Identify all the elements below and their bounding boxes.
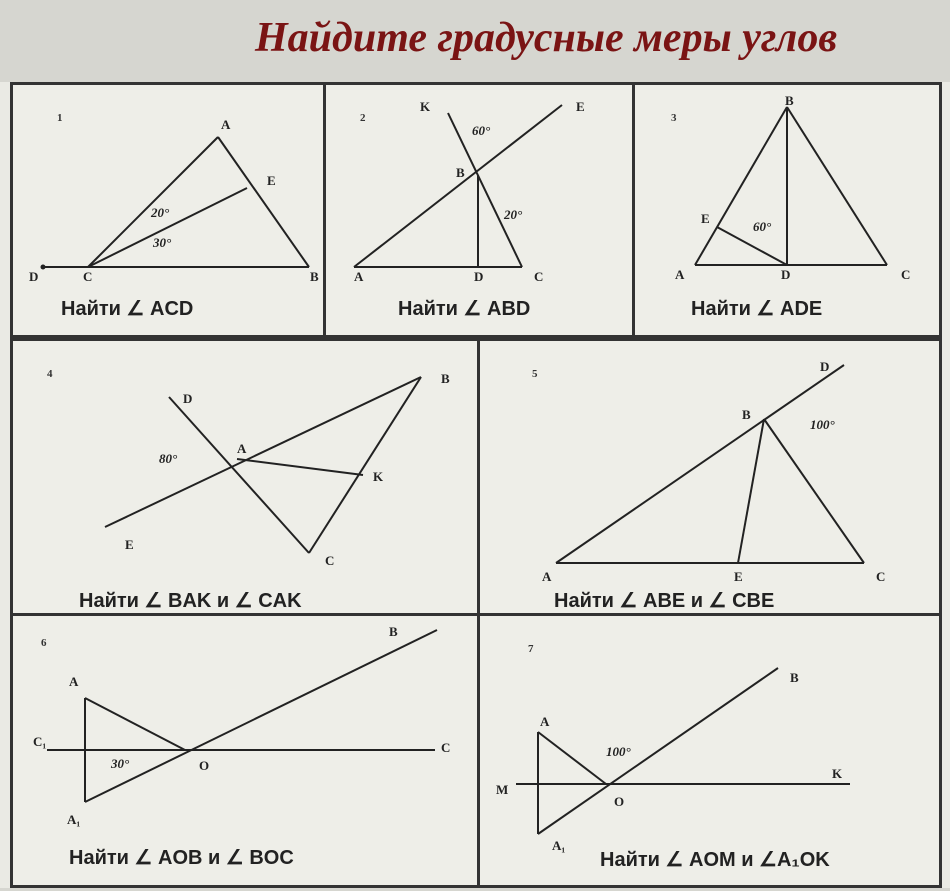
problem-4-panel (10, 338, 480, 616)
problem-4-diagram (13, 341, 483, 619)
point-c-label: C (876, 569, 886, 584)
segment-ab (218, 137, 309, 267)
segment-ao (538, 732, 606, 784)
problem-3-task: Найти ∠ ADE (691, 298, 823, 320)
point-b-label: B (785, 93, 794, 108)
angle-label: 60° (753, 219, 772, 234)
angle-label: 30° (111, 756, 130, 771)
point-c-label: C (901, 267, 911, 282)
point-a-label: A (237, 441, 247, 456)
point-d-label: D (183, 391, 193, 406)
segment-bc (787, 107, 887, 265)
problem-number: 2 (360, 112, 366, 124)
problem-6-panel (10, 613, 480, 888)
problem-number: 3 (671, 112, 677, 124)
problem-1-panel (10, 82, 326, 338)
problem-5-panel (477, 338, 942, 616)
line-a1ob (85, 630, 437, 802)
problem-7-task: Найти ∠ AOM и ∠A₁OK (600, 849, 830, 871)
problem-number: 5 (532, 368, 538, 380)
point-a-label: A (354, 269, 364, 284)
point-k-label: K (420, 99, 431, 114)
problem-2-task: Найти ∠ ABD (398, 298, 531, 320)
problem-1-diagram (13, 85, 329, 341)
angle-label: 20° (504, 207, 523, 222)
angle-label: 100° (606, 744, 631, 759)
point-c1-label: C₁ (33, 734, 47, 749)
segment-be (738, 419, 764, 563)
point-a-label: A (69, 674, 79, 689)
point-b-label: B (742, 407, 751, 422)
point-b-label: B (310, 269, 319, 284)
point-d-label: D (29, 269, 39, 284)
point-c-label: C (534, 269, 544, 284)
point-e-label: E (267, 173, 276, 188)
point-e-label: E (125, 537, 134, 552)
point-b-label: B (456, 165, 465, 180)
problem-1-task: Найти ∠ ACD (61, 298, 194, 320)
problem-3-diagram (635, 85, 945, 341)
segment-bc (764, 419, 864, 563)
problem-5-task: Найти ∠ ABE и ∠ CBE (554, 590, 775, 612)
problem-4-task: Найти ∠ BAK и ∠ CAK (79, 590, 302, 612)
point-a-label: A (540, 714, 550, 729)
problem-3-panel (632, 82, 942, 338)
point-d-label: D (781, 267, 791, 282)
point-a-label: A (675, 267, 685, 282)
problem-2-diagram (326, 85, 638, 341)
point-d-dot (41, 265, 46, 270)
angle-label: 30° (153, 235, 172, 250)
page-title: Найдите градусные меры углов (255, 15, 838, 61)
problem-7-panel (477, 613, 942, 888)
point-e-label: E (576, 99, 585, 114)
point-e-label: E (701, 211, 710, 226)
point-b-label: B (441, 371, 450, 386)
point-b-label: B (790, 670, 799, 685)
point-c-label: C (441, 740, 451, 755)
problem-7-diagram (480, 616, 945, 891)
point-k-label: K (373, 469, 384, 484)
segment-ak (237, 459, 363, 475)
point-c-label: C (325, 553, 335, 568)
segment-ao (85, 698, 185, 750)
ray-abd (556, 365, 844, 563)
problem-6-task: Найти ∠ AOB и ∠ BOC (69, 847, 294, 869)
problem-number: 7 (528, 643, 534, 655)
point-a-label: A (542, 569, 552, 584)
point-b-label: B (389, 624, 398, 639)
problem-6-diagram (13, 616, 483, 891)
point-e-label: E (734, 569, 743, 584)
worksheet (0, 82, 950, 888)
angle-label: 100° (810, 417, 835, 432)
point-o-label: O (199, 758, 210, 773)
point-a-label: A (221, 117, 231, 132)
angle-label: 80° (159, 451, 178, 466)
ray-a1ob (538, 668, 778, 834)
angle-label: 20° (151, 205, 170, 220)
point-o-label: O (614, 794, 625, 809)
problem-2-panel (323, 82, 635, 338)
segment-ce (88, 188, 247, 267)
line-dac (169, 397, 309, 553)
point-c-label: C (83, 269, 93, 284)
point-d-label: D (820, 359, 830, 374)
segment-ab (695, 107, 787, 265)
point-k-label: K (832, 766, 843, 781)
angle-label: 60° (472, 123, 491, 138)
line-abe (354, 105, 562, 267)
problem-number: 1 (57, 112, 63, 124)
point-d-label: D (474, 269, 484, 284)
point-a1-label: A₁ (67, 812, 81, 827)
segment-ed (717, 227, 787, 265)
problem-number: 4 (47, 368, 53, 380)
point-m-label: M (496, 782, 509, 797)
problem-number: 6 (41, 637, 47, 649)
point-a1-label: A₁ (552, 838, 566, 853)
problem-5-diagram (480, 341, 945, 619)
